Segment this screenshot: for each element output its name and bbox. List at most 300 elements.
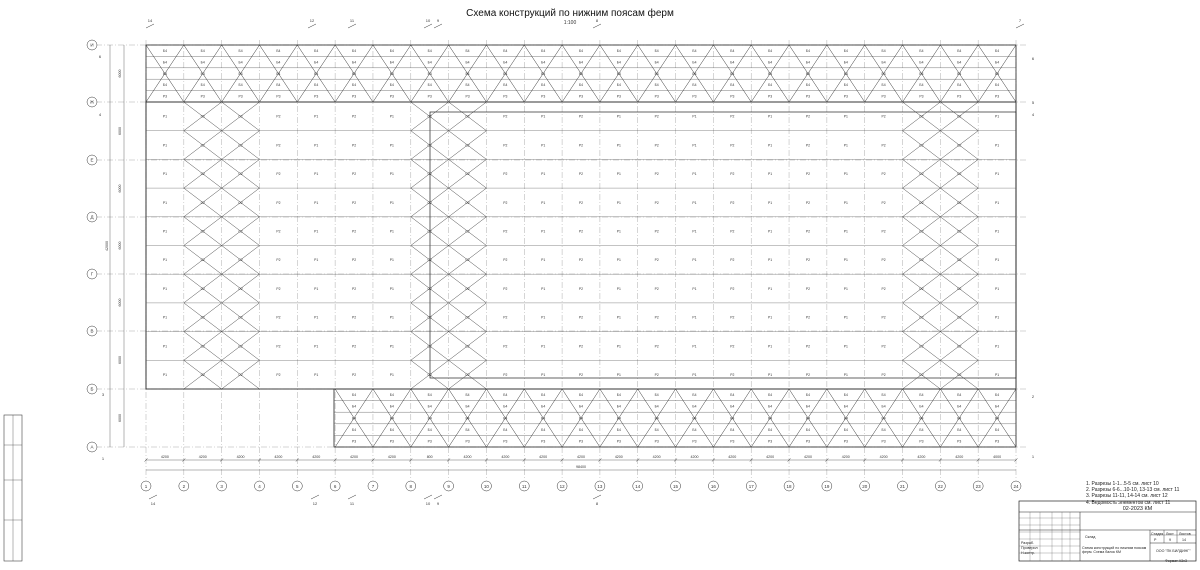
axis-label-column: 10 xyxy=(483,484,489,489)
member-label: Р2 xyxy=(881,229,886,234)
member-label: Р2 xyxy=(578,344,584,349)
member-label: Б4 xyxy=(314,60,319,65)
member-label: Р2 xyxy=(881,372,886,377)
member-label: Б4 xyxy=(730,49,735,53)
member-label: Р2 xyxy=(730,286,735,291)
member-label: Р2 xyxy=(805,258,811,263)
member-label: Р1 xyxy=(616,315,621,320)
dimension-label: 6000 xyxy=(118,298,122,307)
member-label: Б4 xyxy=(919,49,924,53)
member-label: Р1 xyxy=(162,114,167,119)
member-label: Р2 xyxy=(654,114,659,119)
member-label: Р1 xyxy=(843,372,848,377)
member-label: Б4 xyxy=(503,427,508,432)
member-label: Р2 xyxy=(351,372,357,377)
member-label: Б4 xyxy=(881,60,886,65)
member-label: Б4 xyxy=(314,83,319,88)
axis-label-row: Е xyxy=(90,157,94,163)
member-label: Р1 xyxy=(843,200,848,205)
member-label: Б4 xyxy=(238,60,243,65)
member-label: Б4 xyxy=(200,60,205,65)
section-mark-arrow xyxy=(311,495,319,499)
member-label: Б4 xyxy=(389,427,394,432)
member-label: Р1 xyxy=(768,143,773,148)
member-label: Р1 xyxy=(843,172,848,177)
dimension-label: 42000 xyxy=(105,241,109,251)
member-label: Р1 xyxy=(616,258,621,263)
member-label: С2 xyxy=(238,344,243,349)
member-label: Б4 xyxy=(465,83,470,88)
member-label: Б4 xyxy=(389,404,394,409)
dimension-label: 4200 xyxy=(198,455,207,459)
member-label: Б4 xyxy=(805,49,811,53)
member-label: Р2 xyxy=(730,200,735,205)
member-label: С2 xyxy=(919,286,924,291)
member-label: Б4 xyxy=(465,60,470,65)
section-mark: 1 xyxy=(101,456,105,461)
axis-label-column: 22 xyxy=(937,484,943,489)
member-label: Б4 xyxy=(654,393,659,398)
member-label: Б4 xyxy=(389,393,394,398)
member-label: Б4 xyxy=(768,416,773,421)
member-label: Р2 xyxy=(730,372,735,377)
member-label: Р3 xyxy=(578,94,584,99)
member-label: Р2 xyxy=(730,344,735,349)
member-label: Р2 xyxy=(503,344,508,349)
member-label: Б4 xyxy=(843,60,848,65)
section-mark-arrow xyxy=(593,495,601,499)
member-label: Р1 xyxy=(162,372,167,377)
member-label: Р2 xyxy=(503,372,508,377)
section-mark: 14 xyxy=(147,18,153,23)
member-label: Б4 xyxy=(465,49,470,53)
member-label: Б4 xyxy=(238,83,243,88)
member-label: Б4 xyxy=(881,83,886,88)
axis-label-column: 20 xyxy=(862,484,868,489)
member-label: С2 xyxy=(957,229,962,234)
member-label: Б4 xyxy=(351,49,357,53)
member-label: С2 xyxy=(427,229,432,234)
member-label: Р1 xyxy=(616,114,621,119)
member-label: С2 xyxy=(957,258,962,263)
member-label: Р2 xyxy=(881,200,886,205)
member-label: Б4 xyxy=(995,49,1000,53)
member-label: Б4 xyxy=(843,49,848,53)
member-label: Б4 xyxy=(616,71,621,76)
member-label: Р1 xyxy=(616,200,621,205)
member-label: С2 xyxy=(238,315,243,320)
axis-label-column: 6 xyxy=(333,484,337,489)
dimension-label: 4200 xyxy=(766,455,775,459)
member-label: Р1 xyxy=(541,315,546,320)
member-label: С2 xyxy=(919,372,924,377)
member-label: Р3 xyxy=(843,439,848,444)
member-label: Р2 xyxy=(503,200,508,205)
member-label: Р2 xyxy=(654,143,659,148)
title-block-company: ООО "ПК БИЛДИНГ" xyxy=(1156,549,1191,553)
section-mark: 12 xyxy=(309,18,315,23)
section-mark-arrow xyxy=(149,495,157,499)
member-label: Р2 xyxy=(578,315,584,320)
member-label: Р1 xyxy=(162,315,167,320)
member-label: Р1 xyxy=(692,286,697,291)
member-label: Р2 xyxy=(881,344,886,349)
member-label: Р3 xyxy=(427,439,432,444)
member-label: Б4 xyxy=(276,71,281,76)
member-label: Б4 xyxy=(427,427,432,432)
member-label: Б4 xyxy=(465,393,470,398)
member-label: Р1 xyxy=(692,315,697,320)
member-label: С2 xyxy=(465,344,470,349)
member-label: Р3 xyxy=(995,94,1000,99)
section-mark: 4 xyxy=(98,112,102,117)
member-label: Б4 xyxy=(957,83,962,88)
member-label: Б4 xyxy=(276,60,281,65)
member-label: Р1 xyxy=(995,143,1000,148)
member-label: Б4 xyxy=(503,404,508,409)
axis-label-column: 21 xyxy=(900,484,906,489)
member-label: Р2 xyxy=(654,315,659,320)
member-label: Р3 xyxy=(465,439,470,444)
member-label: Р2 xyxy=(276,143,281,148)
member-label: Б4 xyxy=(881,404,886,409)
member-label: Р2 xyxy=(578,258,584,263)
axis-label-column: 5 xyxy=(296,484,299,489)
title-block-sheet-name: Схема конструкций по нижним поясам ферм. Схема балок КМ xyxy=(1082,546,1147,555)
member-label: С2 xyxy=(919,143,924,148)
member-label: Б4 xyxy=(730,71,735,76)
member-label: С2 xyxy=(200,344,205,349)
note-line: 2. Разрезы 6-6...10-10, 13-13 см. лист 11 xyxy=(1086,487,1180,494)
member-label: Б4 xyxy=(541,83,546,88)
member-label: Б4 xyxy=(730,83,735,88)
member-label: Б4 xyxy=(919,416,924,421)
member-label: С2 xyxy=(919,172,924,177)
member-label: Р2 xyxy=(351,114,357,119)
member-label: Б4 xyxy=(351,60,357,65)
section-mark: 12 xyxy=(312,501,318,506)
member-label: Р3 xyxy=(730,94,735,99)
sheet-title: Схема конструкций по нижним поясам ферм xyxy=(466,8,674,19)
member-label: Б4 xyxy=(843,404,848,409)
axis-label-column: 19 xyxy=(824,484,830,489)
member-label: Р1 xyxy=(616,372,621,377)
member-label: С2 xyxy=(238,286,243,291)
member-label: Р2 xyxy=(881,286,886,291)
axis-label-column: 24 xyxy=(1013,484,1019,489)
member-label: Р2 xyxy=(503,258,508,263)
member-label: С2 xyxy=(238,172,243,177)
member-label: Р1 xyxy=(995,258,1000,263)
member-label: Б4 xyxy=(427,83,432,88)
section-mark: 3 xyxy=(101,392,105,397)
member-label: Р2 xyxy=(654,372,659,377)
member-label: Р1 xyxy=(768,372,773,377)
member-label: Р2 xyxy=(351,344,357,349)
member-label: Б4 xyxy=(541,71,546,76)
member-label: Р3 xyxy=(389,94,394,99)
member-label: Б4 xyxy=(919,404,924,409)
member-label: Р3 xyxy=(957,439,962,444)
member-label: Р3 xyxy=(314,94,319,99)
member-label: С2 xyxy=(957,143,962,148)
member-label: Р3 xyxy=(238,94,243,99)
member-label: Р2 xyxy=(881,143,886,148)
member-label: Б4 xyxy=(427,404,432,409)
member-label: Р1 xyxy=(314,372,319,377)
member-label: Р1 xyxy=(314,315,319,320)
title-block-sheets: 14 xyxy=(1182,538,1186,542)
dimension-label: 4200 xyxy=(387,455,396,459)
dimension-label: 4200 xyxy=(955,455,964,459)
member-label: Б4 xyxy=(351,393,357,398)
member-label: Б4 xyxy=(730,60,735,65)
member-label: Р2 xyxy=(578,229,584,234)
member-label: С2 xyxy=(427,143,432,148)
member-label: Б4 xyxy=(162,49,167,53)
section-mark: 14 xyxy=(150,501,156,506)
section-mark-arrow xyxy=(1016,24,1024,28)
member-label: Б4 xyxy=(957,393,962,398)
member-label: Р2 xyxy=(805,114,811,119)
member-label: Р2 xyxy=(730,229,735,234)
axis-label-column: 4 xyxy=(258,484,261,489)
section-mark: 10 xyxy=(425,501,431,506)
member-label: Б4 xyxy=(351,416,357,421)
member-label: Р1 xyxy=(541,344,546,349)
dimension-label: 4200 xyxy=(879,455,888,459)
member-label: Р1 xyxy=(162,286,167,291)
dimension-label: 4200 xyxy=(350,455,359,459)
member-label: С2 xyxy=(957,200,962,205)
section-mark-arrow xyxy=(348,495,356,499)
member-label: Р2 xyxy=(730,114,735,119)
member-label: Р2 xyxy=(578,372,584,377)
member-label: Р2 xyxy=(276,344,281,349)
member-label: Б4 xyxy=(389,60,394,65)
member-label: Б4 xyxy=(692,83,697,88)
member-label: Р2 xyxy=(503,172,508,177)
member-label: С2 xyxy=(919,258,924,263)
dimension-label: 6000 xyxy=(118,69,122,78)
section-mark: 9 xyxy=(436,501,440,506)
axis-label-column: 16 xyxy=(710,484,716,489)
member-label: Р1 xyxy=(995,286,1000,291)
member-label: Б4 xyxy=(805,60,811,65)
member-label: Р3 xyxy=(276,94,281,99)
member-label: С2 xyxy=(200,143,205,148)
axis-label-column: 11 xyxy=(521,484,527,489)
section-mark: 6 xyxy=(1031,56,1035,61)
member-label: Р3 xyxy=(503,439,508,444)
member-label: Б4 xyxy=(162,71,167,76)
member-label: Р2 xyxy=(881,258,886,263)
section-mark-arrow xyxy=(348,24,356,28)
member-label: Р2 xyxy=(805,172,811,177)
member-label: Р1 xyxy=(389,143,394,148)
member-label: Р1 xyxy=(389,344,394,349)
member-label: Р2 xyxy=(654,229,659,234)
member-label: С2 xyxy=(427,372,432,377)
member-label: Р1 xyxy=(616,344,621,349)
member-label: С2 xyxy=(427,315,432,320)
member-label: Б4 xyxy=(654,404,659,409)
member-label: Б4 xyxy=(389,49,394,53)
section-mark: 9 xyxy=(436,18,440,23)
member-label: Р3 xyxy=(919,439,924,444)
member-label: Б4 xyxy=(616,416,621,421)
member-label: Р1 xyxy=(541,200,546,205)
member-label: Б4 xyxy=(843,83,848,88)
member-label: Р1 xyxy=(541,229,546,234)
member-label: Б4 xyxy=(881,71,886,76)
member-label: Р2 xyxy=(578,143,584,148)
member-label: Р1 xyxy=(162,344,167,349)
member-label: Р3 xyxy=(162,94,167,99)
dimension-label: 6000 xyxy=(118,127,122,135)
axis-label-column: 18 xyxy=(786,484,792,489)
member-label: Б4 xyxy=(768,49,773,53)
member-label: Р1 xyxy=(314,229,319,234)
member-label: Б4 xyxy=(957,404,962,409)
member-label: Б4 xyxy=(957,60,962,65)
member-label: Р1 xyxy=(768,200,773,205)
member-label: Р2 xyxy=(276,372,281,377)
member-label: Р3 xyxy=(919,94,924,99)
member-label: Р2 xyxy=(805,344,811,349)
member-label: Р3 xyxy=(578,439,584,444)
member-label: Б4 xyxy=(616,49,621,53)
member-label: Б4 xyxy=(351,83,357,88)
member-label: Р1 xyxy=(616,172,621,177)
member-label: Р2 xyxy=(654,344,659,349)
member-label: Р3 xyxy=(730,439,735,444)
member-label: С2 xyxy=(200,315,205,320)
title-block-sheet-label: Лист xyxy=(1166,532,1174,536)
member-label: Б4 xyxy=(389,83,394,88)
member-label: Р2 xyxy=(503,315,508,320)
member-label: Р2 xyxy=(351,286,357,291)
member-label: Р1 xyxy=(541,172,546,177)
section-mark-arrow xyxy=(146,24,154,28)
member-label: Р3 xyxy=(957,94,962,99)
dimension-label: 4200 xyxy=(539,455,548,459)
member-label: Б4 xyxy=(995,427,1000,432)
member-label: Р1 xyxy=(541,143,546,148)
member-label: Р1 xyxy=(389,172,394,177)
dimension-label: 4200 xyxy=(501,455,510,459)
member-label: Б4 xyxy=(957,49,962,53)
axis-label-column: 2 xyxy=(182,484,186,489)
title-block-code: 02-2023 КМ xyxy=(1122,506,1153,512)
member-label: Б4 xyxy=(692,393,697,398)
member-label: Р3 xyxy=(768,439,773,444)
member-label: Р2 xyxy=(578,286,584,291)
member-label: Р2 xyxy=(730,172,735,177)
member-label: Б4 xyxy=(805,404,811,409)
member-label: Б4 xyxy=(730,416,735,421)
member-label: С2 xyxy=(919,114,924,119)
dimension-label: 4200 xyxy=(841,455,850,459)
member-label: Р1 xyxy=(995,229,1000,234)
member-label: Б4 xyxy=(768,404,773,409)
member-label: Б4 xyxy=(995,404,1000,409)
member-label: Б4 xyxy=(730,393,735,398)
member-label: С2 xyxy=(957,286,962,291)
member-label: Б4 xyxy=(578,393,584,398)
member-label: Б4 xyxy=(238,71,243,76)
member-label: С2 xyxy=(200,200,205,205)
member-label: Б4 xyxy=(314,71,319,76)
title-block-role: Н.контр. xyxy=(1021,551,1035,555)
member-label: Р2 xyxy=(881,172,886,177)
member-label: Б4 xyxy=(389,416,394,421)
member-label: Р1 xyxy=(843,286,848,291)
member-label: Р1 xyxy=(692,172,697,177)
member-label: Р1 xyxy=(995,200,1000,205)
member-label: Б4 xyxy=(692,404,697,409)
member-label: Б4 xyxy=(578,83,584,88)
member-label: Б4 xyxy=(616,427,621,432)
member-label: Б4 xyxy=(654,416,659,421)
member-label: Б4 xyxy=(881,427,886,432)
member-label: Б4 xyxy=(919,60,924,65)
member-label: С2 xyxy=(427,172,432,177)
member-label: С2 xyxy=(427,258,432,263)
member-label: Б4 xyxy=(162,83,167,88)
axis-label-column: 23 xyxy=(975,484,981,489)
member-label: С2 xyxy=(427,200,432,205)
title-block-sheets-label: Листов xyxy=(1179,532,1191,536)
member-label: С2 xyxy=(957,172,962,177)
member-label: Б4 xyxy=(919,427,924,432)
axis-label-row: И xyxy=(90,42,94,48)
member-label: Р2 xyxy=(351,172,357,177)
dimension-label: 4200 xyxy=(463,455,472,459)
member-label: Б4 xyxy=(427,60,432,65)
member-label: Б4 xyxy=(768,60,773,65)
member-label: Б4 xyxy=(768,393,773,398)
member-label: С2 xyxy=(238,372,243,377)
member-label: Р1 xyxy=(995,344,1000,349)
member-label: Р2 xyxy=(654,172,659,177)
member-label: С2 xyxy=(465,200,470,205)
member-label: Р2 xyxy=(805,143,811,148)
axis-label-column: 14 xyxy=(635,484,641,489)
member-label: Б4 xyxy=(276,49,281,53)
member-label: Р1 xyxy=(995,114,1000,119)
member-label: С2 xyxy=(238,114,243,119)
member-label: Б4 xyxy=(465,71,470,76)
member-label: Б4 xyxy=(616,393,621,398)
member-label: Б4 xyxy=(427,71,432,76)
dimension-label: 4200 xyxy=(728,455,737,459)
member-label: Б4 xyxy=(200,83,205,88)
member-label: Р3 xyxy=(805,439,811,444)
dimension-label: 4200 xyxy=(236,455,245,459)
member-label: Б4 xyxy=(541,427,546,432)
axis-label-column: 17 xyxy=(748,484,754,489)
member-label: Б4 xyxy=(616,83,621,88)
member-label: Б4 xyxy=(654,427,659,432)
member-label: Б4 xyxy=(503,83,508,88)
section-mark: 5 xyxy=(1031,100,1035,105)
member-label: С2 xyxy=(427,344,432,349)
member-label: Р3 xyxy=(654,439,659,444)
member-label: Б4 xyxy=(578,404,584,409)
member-label: Б4 xyxy=(578,427,584,432)
member-label: Р1 xyxy=(995,372,1000,377)
